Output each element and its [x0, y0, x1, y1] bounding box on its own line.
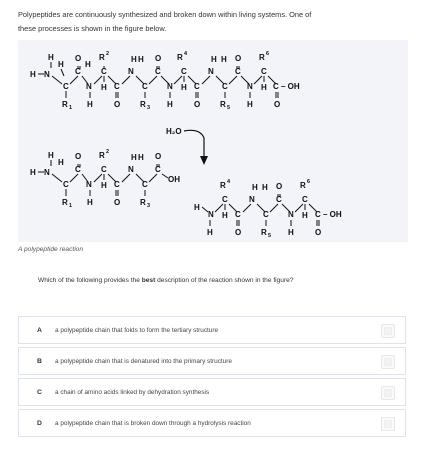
svg-text:H: H: [131, 55, 137, 64]
svg-text:O: O: [276, 182, 283, 191]
svg-text:H: H: [58, 158, 64, 167]
svg-text:H: H: [194, 203, 200, 212]
svg-text:1: 1: [69, 105, 73, 111]
svg-text:H: H: [48, 53, 54, 62]
svg-text:C: C: [263, 210, 269, 219]
svg-text:C: C: [114, 82, 120, 91]
svg-text:2: 2: [106, 149, 110, 155]
svg-text:R: R: [300, 181, 306, 190]
svg-text:4: 4: [184, 51, 188, 57]
svg-text:O: O: [194, 100, 201, 109]
svg-text:O: O: [114, 100, 121, 109]
svg-text:H: H: [85, 60, 91, 69]
svg-text:C: C: [101, 67, 107, 76]
svg-text:H: H: [211, 55, 217, 64]
svg-text:N: N: [167, 82, 173, 91]
svg-text:O: O: [75, 152, 82, 161]
svg-text:N: N: [288, 210, 294, 219]
svg-text:N: N: [128, 165, 134, 174]
svg-text:C: C: [142, 82, 148, 91]
svg-text:C: C: [302, 195, 308, 204]
svg-text:H: H: [302, 211, 308, 220]
svg-text:H: H: [207, 228, 213, 237]
svg-text:O: O: [75, 54, 82, 63]
svg-text:R: R: [220, 100, 226, 109]
option-letter: B: [37, 358, 42, 365]
svg-text:C: C: [101, 165, 107, 174]
svg-text:H: H: [167, 100, 173, 109]
reaction-diagram: [18, 40, 408, 242]
bottom-terminal-carboxyl: C – OH: [315, 210, 342, 219]
svg-text:N: N: [247, 82, 253, 91]
option-checkbox[interactable]: [381, 417, 395, 431]
svg-text:H: H: [101, 83, 107, 92]
svg-text:H: H: [131, 153, 137, 162]
svg-text:R: R: [140, 100, 146, 109]
svg-text:H: H: [30, 168, 36, 177]
svg-text:C: C: [63, 82, 69, 91]
svg-text:C: C: [235, 210, 241, 219]
svg-text:H: H: [221, 55, 227, 64]
question-stem: [38, 277, 293, 284]
option-letter: A: [37, 327, 42, 334]
svg-text:H: H: [138, 55, 144, 64]
svg-text:6: 6: [266, 51, 270, 57]
svg-text:R: R: [259, 53, 265, 62]
option-text: a polypeptide chain that is denatured into the primary structure: [55, 358, 232, 365]
option-checkbox[interactable]: [381, 386, 395, 400]
svg-text:3: 3: [147, 203, 151, 209]
option-text: a polypeptide chain that folds to form the tertiary structure: [55, 327, 219, 334]
svg-text:1: 1: [69, 203, 73, 209]
svg-text:C: C: [276, 195, 282, 204]
svg-text:6: 6: [307, 179, 311, 185]
svg-text:5: 5: [268, 233, 272, 239]
option-text: a chain of amino acids linked by dehydration synthesis: [55, 389, 210, 396]
svg-text:C: C: [142, 180, 148, 189]
svg-text:O: O: [155, 54, 162, 63]
option-text: a polypeptide chain that is broken down through a hydrolysis reaction: [55, 420, 251, 427]
question-text-post: description of the reaction shown in the figure?: [155, 277, 294, 284]
svg-text:3: 3: [147, 105, 151, 111]
svg-text:O: O: [235, 54, 242, 63]
svg-text:5: 5: [227, 105, 231, 111]
svg-text:C: C: [194, 82, 200, 91]
svg-text:O: O: [315, 228, 322, 237]
svg-text:R: R: [62, 100, 68, 109]
svg-text:C: C: [222, 195, 228, 204]
figure-caption: A polypeptide reaction: [18, 246, 84, 253]
option-checkbox[interactable]: [381, 355, 395, 369]
intro-line-2: these processes is shown in the figure below.: [18, 24, 167, 33]
svg-text:N: N: [208, 210, 214, 219]
svg-text:C: C: [222, 82, 228, 91]
question-emphasis: best: [141, 277, 156, 284]
svg-text:R: R: [99, 53, 105, 62]
svg-text:N: N: [86, 82, 92, 91]
answer-option-b[interactable]: [18, 347, 406, 375]
svg-text:H: H: [222, 211, 228, 220]
svg-text:H: H: [181, 83, 187, 92]
svg-text:C: C: [155, 67, 161, 76]
svg-text:R: R: [177, 53, 183, 62]
svg-text:H: H: [30, 70, 36, 79]
svg-text:H: H: [288, 228, 294, 237]
intro-line-1: Polypeptides are continuously synthesized and broken down within living systems. One of: [18, 10, 312, 19]
top-terminal-carboxyl: C – OH: [273, 82, 300, 91]
option-checkbox[interactable]: [381, 324, 395, 338]
svg-text:N: N: [86, 180, 92, 189]
svg-text:R: R: [220, 181, 226, 190]
option-letter: C: [37, 389, 42, 396]
svg-text:H: H: [252, 183, 258, 192]
svg-text:C: C: [75, 67, 81, 76]
svg-text:H: H: [87, 198, 93, 207]
water-label: H₂O: [166, 127, 182, 136]
svg-text:R: R: [99, 151, 105, 160]
svg-text:N: N: [208, 67, 214, 76]
svg-text:H: H: [58, 60, 64, 69]
answer-option-c[interactable]: [18, 378, 406, 406]
svg-text:N: N: [128, 67, 134, 76]
question-intro: [18, 8, 388, 36]
svg-text:O: O: [274, 100, 281, 109]
reaction-figure: [18, 40, 408, 242]
svg-text:H: H: [87, 100, 93, 109]
svg-text:H: H: [262, 183, 268, 192]
svg-text:H: H: [261, 83, 267, 92]
svg-text:H: H: [247, 100, 253, 109]
svg-text:H: H: [138, 153, 144, 162]
option-letter: D: [37, 420, 42, 427]
svg-text:C: C: [181, 67, 187, 76]
svg-text:N: N: [44, 70, 50, 79]
question-text-pre: Which of the following provides the: [38, 277, 142, 284]
tripeptide-hydroxyl: OH: [168, 175, 180, 184]
svg-text:C: C: [235, 67, 241, 76]
answer-option-a[interactable]: [18, 316, 406, 344]
svg-text:R: R: [62, 198, 68, 207]
svg-text:O: O: [155, 152, 162, 161]
svg-text:C: C: [63, 180, 69, 189]
svg-text:2: 2: [106, 51, 110, 57]
svg-text:N: N: [249, 195, 255, 204]
svg-text:C: C: [155, 165, 161, 174]
svg-text:O: O: [114, 198, 121, 207]
svg-text:N: N: [44, 168, 50, 177]
svg-text:C: C: [75, 165, 81, 174]
svg-text:R: R: [261, 228, 267, 237]
svg-text:H: H: [48, 151, 54, 160]
answer-option-d[interactable]: [18, 409, 406, 437]
svg-text:H: H: [101, 181, 107, 190]
svg-text:R: R: [140, 198, 146, 207]
svg-text:C: C: [261, 67, 267, 76]
svg-text:C: C: [114, 180, 120, 189]
svg-text:4: 4: [227, 179, 231, 185]
svg-text:O: O: [235, 228, 242, 237]
